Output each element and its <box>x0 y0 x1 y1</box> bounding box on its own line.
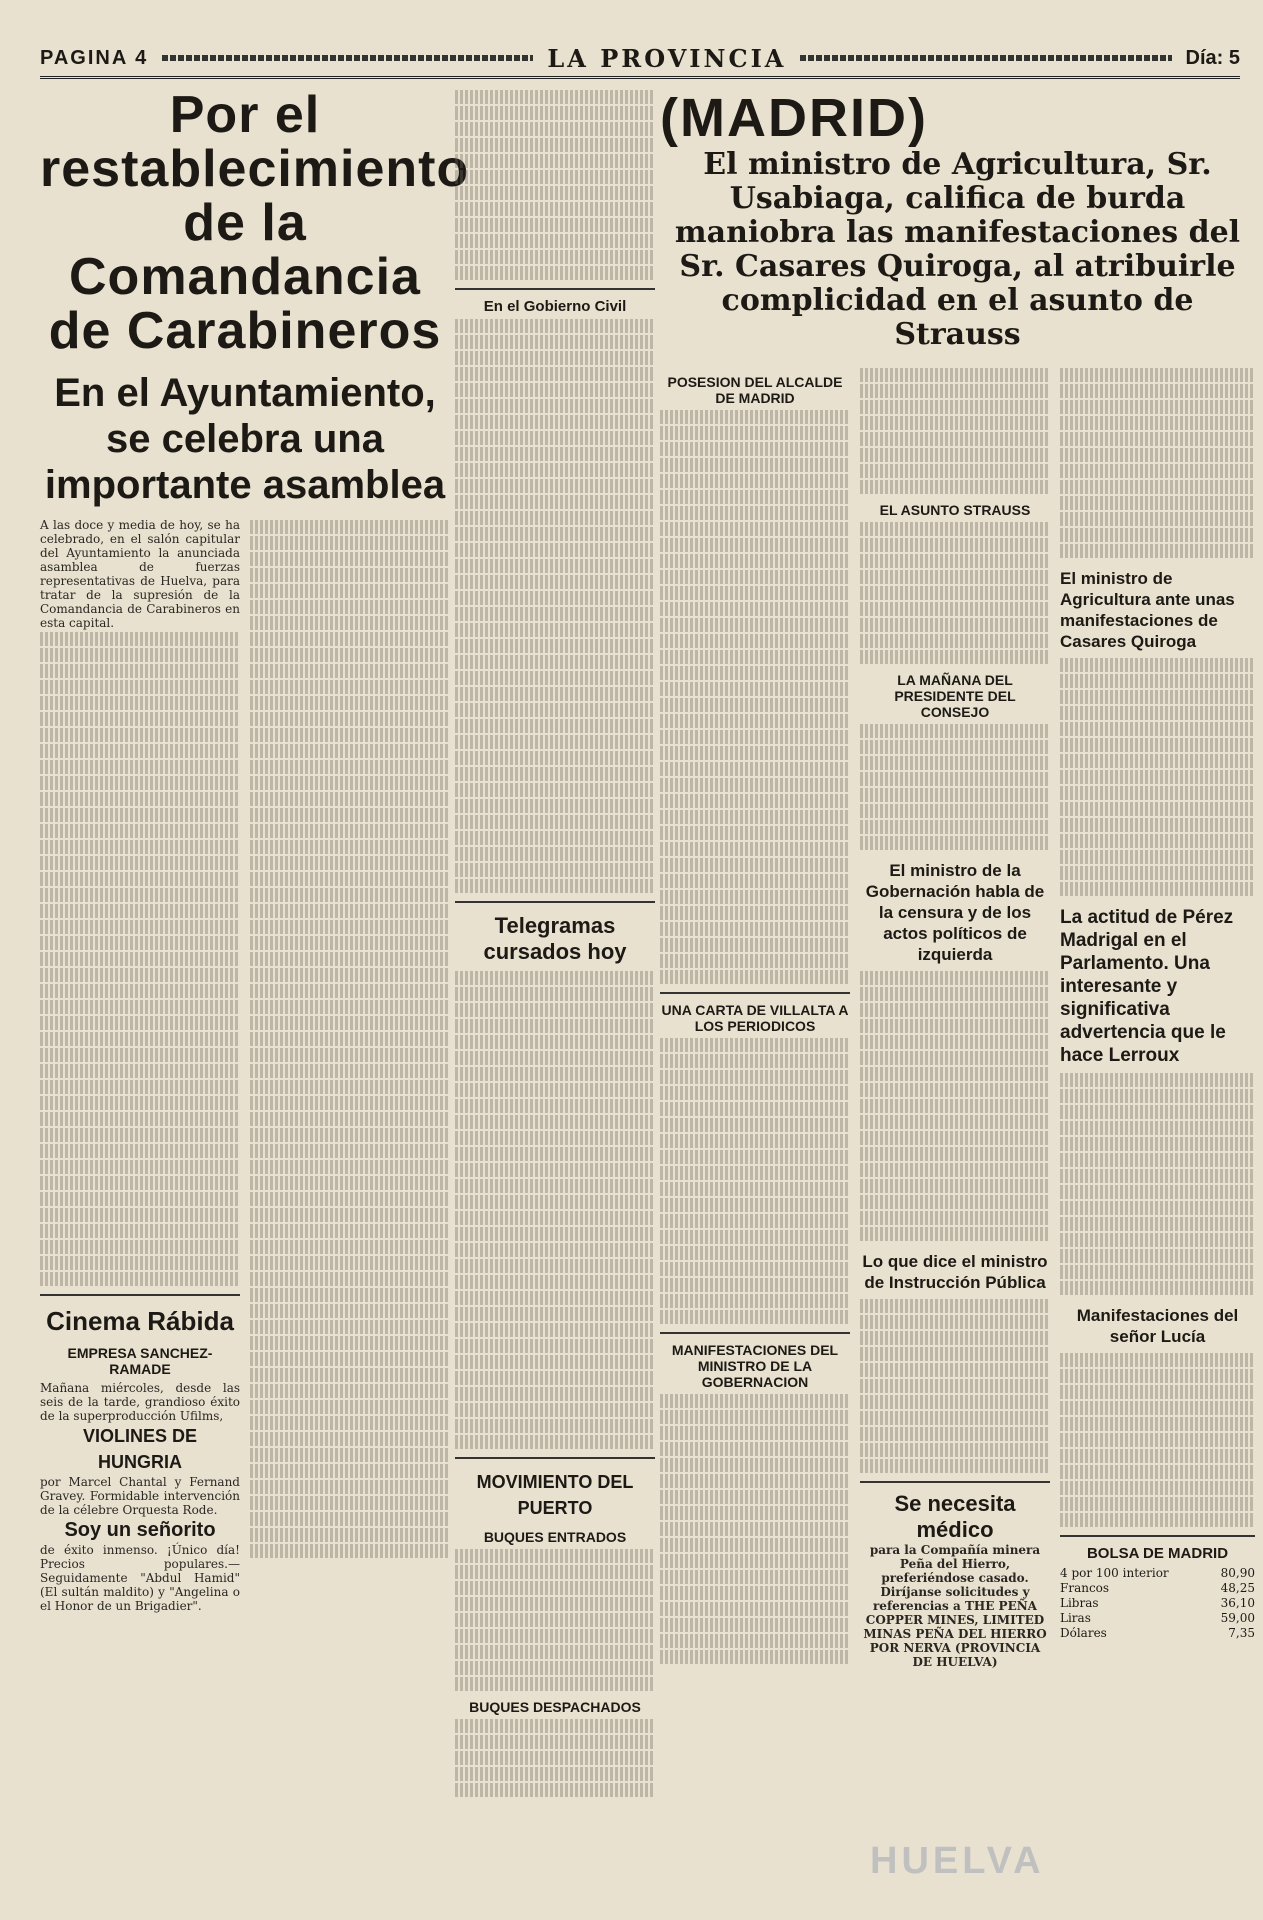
film-2-desc: de éxito inmenso. ¡Único día! Precios populares.—Seguidamente "Abdul Hamid" (El sultán maldito) y "Angelina o el Honor de un Brigadier". <box>40 1543 240 1613</box>
masthead-rule <box>800 55 1171 61</box>
bolsa-value: 48,25 <box>1220 1581 1255 1595</box>
agricultura-headline: El ministro de Agricultura ante unas manifestaciones de Casares Quiroga <box>1060 569 1235 651</box>
bolsa-row <box>1060 1566 1255 1581</box>
asunto-strauss: EL ASUNTO STRAUSS <box>879 502 1031 518</box>
posesion-alcalde: POSESION DEL ALCALDE DE MADRID <box>667 374 843 406</box>
buques-despachados-label: BUQUES DESPACHADOS <box>469 1699 641 1715</box>
perez-madrigal-headline: La actitud de Pérez Madrigal en el Parlamento. Una interesante y significativa advertencia que le hace Lerroux <box>1060 907 1234 1066</box>
bolsa-value: 59,00 <box>1220 1611 1255 1625</box>
bolsa-label: Libras <box>1060 1596 1099 1610</box>
archive-watermark: HUELVA <box>870 1840 1045 1882</box>
masthead-rule <box>162 55 533 61</box>
manifestaciones-gobernacion: MANIFESTACIONES DEL MINISTRO DE LA GOBERNACION <box>671 1342 839 1390</box>
bolsa-row <box>1060 1581 1255 1596</box>
page-number: PAGINA 4 <box>40 46 149 69</box>
article-lead: A las doce y media de hoy, se ha celebrado, en el salón capitular del Ayuntamiento la anunciada asamblea de fuerzas representativas de Huelva, para tratar de la supresión de la Comandancia de Carabineros en esta capital. <box>40 518 240 630</box>
section-telegramas: Telegramas cursados hoy <box>483 913 627 964</box>
film-1-desc: por Marcel Chantal y Fernand Gravey. Formidable intervención de la célebre Orquesta Rode. <box>40 1475 240 1517</box>
bolsa-value: 7,35 <box>1228 1626 1255 1640</box>
film-2-title: Soy un señorito <box>64 1519 216 1541</box>
se-necesita-desc: para la Compañía minera Peña del Hierro, preferiéndose casado. Diríjanse solicitudes y referencias a THE PEÑA COPPER MINES, LIMITED MINAS PEÑA DEL HIERRO POR NERVA (PROVINCIA DE HUELVA) <box>863 1543 1047 1669</box>
film-1-title: VIOLINES DE HUNGRIA <box>82 1426 198 1472</box>
masthead <box>40 40 1240 79</box>
bolsa-row <box>1060 1626 1255 1641</box>
villalta-carta: UNA CARTA DE VILLALTA A LOS PERIODICOS <box>661 1002 849 1034</box>
se-necesita-headline: Se necesita médico <box>894 1491 1016 1542</box>
sub-headline: En el Ayuntamiento, se celebra una importante asamblea <box>44 371 446 507</box>
bolsa-value: 36,10 <box>1220 1596 1255 1610</box>
paper-title: LA PROVINCIA <box>547 43 787 73</box>
left-article <box>40 86 470 1613</box>
buques-entrados-label: BUQUES ENTRADOS <box>483 1529 627 1545</box>
middle-column <box>455 88 655 1799</box>
madrid-label: (MADRID) <box>660 88 928 148</box>
madrid-section <box>660 88 1255 1669</box>
manana-presidente: LA MAÑANA DEL PRESIDENTE DEL CONSEJO <box>894 672 1016 720</box>
lucia-headline: Manifestaciones del señor Lucía <box>1076 1306 1239 1346</box>
gobernacion-headline: El ministro de la Gobernación habla de la censura y de los actos políticos de izquierda <box>865 861 1045 964</box>
bolsa-label: Francos <box>1060 1581 1110 1595</box>
instruccion-headline: Lo que dice el ministro de Instrucción Pública <box>862 1252 1048 1292</box>
main-headline: Por el restablecimiento de la Comandancia de Carabineros <box>40 86 470 360</box>
issue-date: Día: 5 <box>1185 46 1240 69</box>
bolsa-label: 4 por 100 interior <box>1060 1566 1169 1580</box>
section-movimiento-puerto: MOVIMIENTO DEL PUERTO <box>476 1472 634 1518</box>
section-gobierno-civil: En el Gobierno Civil <box>483 298 627 315</box>
bolsa-table <box>1060 1566 1255 1641</box>
madrid-headline: El ministro de Agricultura, Sr. Usabiaga, califica de burda maniobra las manifestaciones del Sr. Casares Quiroga, al atribuirle complicidad en el asunto de Strauss <box>674 147 1241 352</box>
cinema-line: Mañana miércoles, desde las seis de la tarde, grandioso éxito de la superproducción Ufilms, <box>40 1381 240 1423</box>
bolsa-title: BOLSA DE MADRID <box>1086 1545 1229 1562</box>
cinema-title: Cinema Rábida <box>46 1306 234 1336</box>
cinema-company: EMPRESA SANCHEZ-RAMADE <box>67 1345 213 1377</box>
bolsa-row <box>1060 1596 1255 1611</box>
bolsa-value: 80,90 <box>1220 1566 1255 1580</box>
bolsa-label: Dólares <box>1060 1626 1107 1640</box>
bolsa-label: Liras <box>1060 1611 1091 1625</box>
bolsa-row <box>1060 1611 1255 1626</box>
